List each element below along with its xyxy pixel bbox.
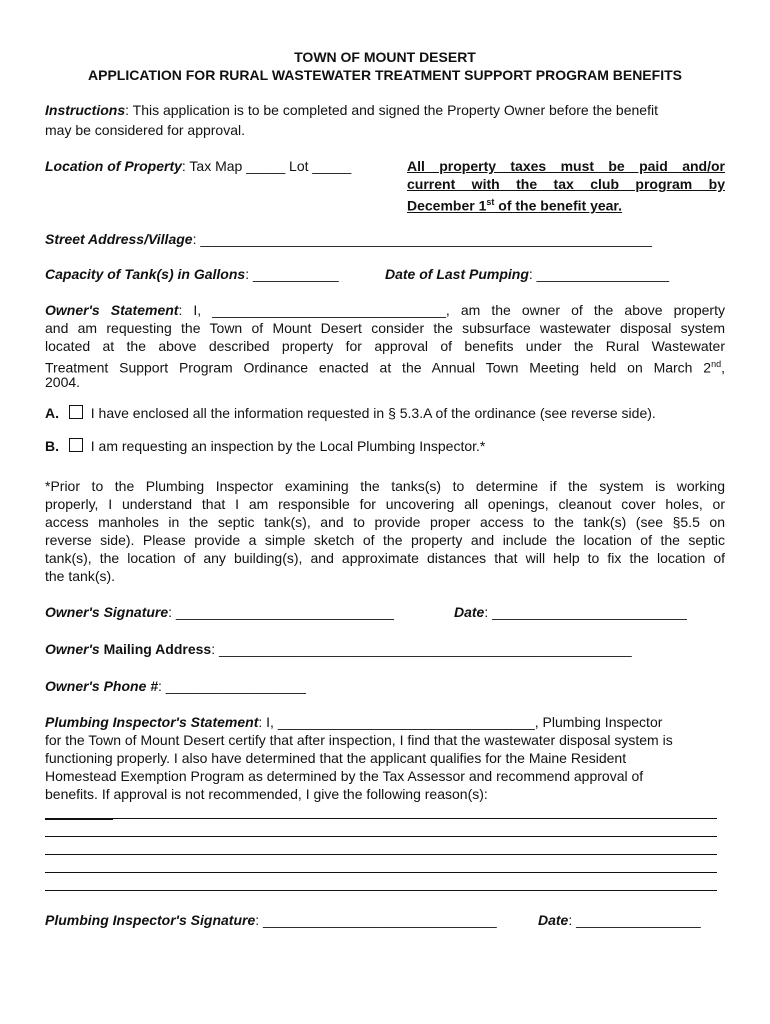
owner-statement-line-1: Owner's Statement: I, ______________________________, am the owner of the above property <box>45 302 725 318</box>
option-b-checkbox[interactable] <box>69 438 83 452</box>
inspector-statement-line-5: benefits. If approval is not recommended, I give the following reason(s): <box>45 786 488 802</box>
instructions-line-2: may be considered for approval. <box>45 122 245 138</box>
form-title: APPLICATION FOR RURAL WASTEWATER TREATMENT SUPPORT PROGRAM BENEFITS <box>88 67 682 83</box>
phone-field[interactable]: Owner's Phone #: __________________ <box>45 678 306 694</box>
tank-capacity-field[interactable]: Capacity of Tank(s) in Gallons: ___________ <box>45 266 339 282</box>
tax-notice-line-2: current with the tax club program by <box>407 176 725 192</box>
tax-notice-line-3: December 1st of the benefit year. <box>407 197 622 214</box>
last-pumping-date-field[interactable]: Date of Last Pumping: _________________ <box>385 266 670 282</box>
footnote-line-3: access manholes in the septic tank(s), and to provide proper access to the tank(s) (see §5.5 on <box>45 514 725 530</box>
footnote-line-4: reverse side). Please provide a simple sketch of the property and include the location of the septic <box>45 532 725 548</box>
instructions-line-1: Instructions: This application is to be completed and signed the Property Owner before the benefit <box>45 102 658 118</box>
owner-date-field[interactable]: Date: _________________________ <box>454 604 687 620</box>
mailing-address-field[interactable]: Owner's Mailing Address: _____________________________________________________ <box>45 641 632 657</box>
option-a: A. I have enclosed all the information requested in § 5.3.A of the ordinance (see reverse side). <box>45 405 656 421</box>
owner-statement-line-4: Treatment Support Program Ordinance enacted at the Annual Town Meeting held on March 2nd, <box>45 359 725 376</box>
inspector-statement-line-1: Plumbing Inspector's Statement: I, _________________________________, Plumbing Inspector <box>45 714 663 730</box>
footnote-line-6: the tank(s). <box>45 568 116 584</box>
footnote-line-5: tank(s), the location of any building(s), and approximate distances that will help to fix the location of <box>45 550 725 566</box>
owner-statement-line-2: and am requesting the Town of Mount Desert consider the subsurface wastewater disposal system <box>45 320 725 336</box>
inspector-statement-line-4: Homestead Exemption Program as determined by the Tax Assessor and recommend approval of <box>45 768 644 784</box>
owner-statement-line-3: located at the above described property for approval of benefits under the Rural Wastewater <box>45 338 725 354</box>
location-of-property[interactable]: Location of Property: Tax Map _____ Lot _____ <box>45 158 352 174</box>
inspector-statement-line-2: for the Town of Mount Desert certify that after inspection, I find that the wastewater disposal system is <box>45 732 673 748</box>
reason-line[interactable] <box>45 854 717 855</box>
inspector-statement-line-3: functioning properly. I also have determined that the applicant qualifies for the Maine Resident <box>45 750 627 766</box>
footnote-line-1: *Prior to the Plumbing Inspector examining the tanks(s) to determine if the system is working <box>45 478 725 494</box>
option-a-checkbox[interactable] <box>69 405 83 419</box>
street-address-field[interactable]: Street Address/Village: __________________________________________________________ <box>45 231 652 247</box>
owner-statement-line-5: 2004. <box>45 374 81 390</box>
reason-line[interactable] <box>45 836 717 837</box>
reason-line[interactable] <box>45 890 717 891</box>
footnote-line-2: properly, I understand that I am responsible for uncovering all openings, cleanout cover holes, or <box>45 496 725 512</box>
reason-line[interactable] <box>45 872 717 873</box>
option-b: B. I am requesting an inspection by the Local Plumbing Inspector.* <box>45 438 486 454</box>
owner-signature-field[interactable]: Owner's Signature: ____________________________ <box>45 604 394 620</box>
inspector-date-field[interactable]: Date: ________________ <box>538 912 701 928</box>
reason-line-overlap <box>45 819 113 820</box>
tax-notice-line-1: All property taxes must be paid and/or <box>407 158 725 174</box>
inspector-signature-field[interactable]: Plumbing Inspector's Signature: ______________________________ <box>45 912 497 928</box>
reason-line[interactable] <box>45 818 717 819</box>
org-title: TOWN OF MOUNT DESERT <box>294 49 476 65</box>
